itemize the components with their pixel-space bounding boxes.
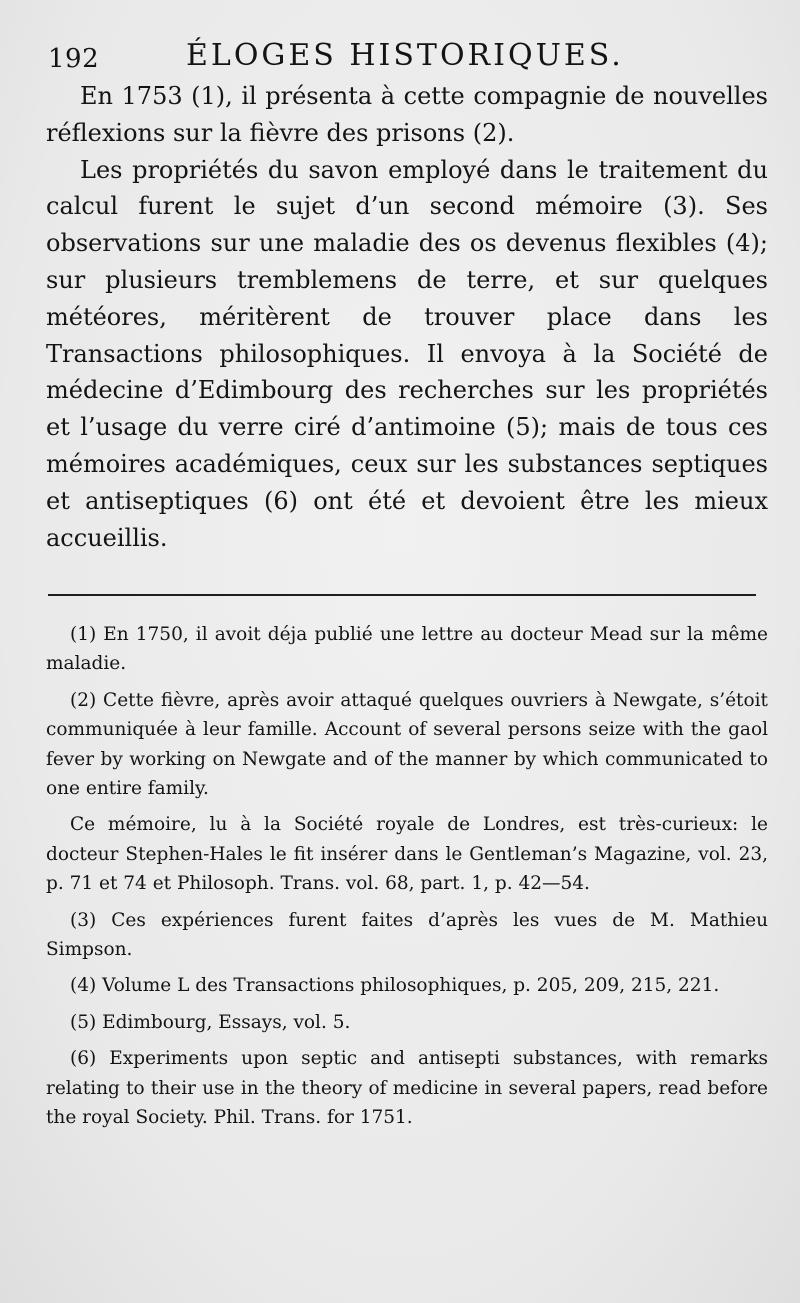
footnote-3: (3) Ces expériences furent faites d’après les vues de M. Mathieu Simpson. <box>46 909 768 961</box>
body-paragraph: En 1753 (1), il présenta à cette compagnie de nouvelles réflexions sur la fièvre des prisons (2). <box>46 82 768 147</box>
page-number: 192 <box>48 44 100 74</box>
footnote-1: (1) En 1750, il avoit déja publié une lettre au docteur Mead sur la même maladie. <box>46 624 768 675</box>
footnote-2: (2) Cette fièvre, après avoir attaqué quelques ouvriers à Newgate, s’étoit communiquée à leur famille. Account of several persons seize with the gaol fever by working on Newgate and of the manner by which communicated to one entire family. <box>46 689 768 800</box>
footnotes <box>46 620 768 1140</box>
running-title: ÉLOGES HISTORIQUES. <box>186 38 624 73</box>
main-text <box>46 78 768 556</box>
footnote-separator-rule <box>48 594 756 596</box>
footnote-6: (6) Experiments upon septic and antisepti substances, with remarks relating to their use in the theory of medicine in several papers, read before the royal Society. Phil. Trans. for 1751. <box>46 1048 768 1129</box>
footnote-2-continuation: Ce mémoire, lu à la Société royale de Londres, est très-curieux: le docteur Stephen-Hales le fit insérer dans le Gentleman’s Magazine, vol. 23, p. 71 et 74 et Philosoph. Trans. vol. 68, part. 1, p. 42—54. <box>46 814 768 895</box>
footnote-4: (4) Volume L des Transactions philosophiques, p. 205, 209, 215, 221. <box>70 975 720 997</box>
page-header <box>48 30 748 74</box>
body-paragraph: Les propriétés du savon employé dans le traitement du calcul furent le sujet d’un second mémoire (3). Ses observations sur une maladie des os devenus flexibles (4); sur plusieurs tremblemens de terre, et sur quelques météores, méritèrent de trouver place dans les Transactions philosophiques. Il envoya à la Société de médecine d’Edimbourg des recherches sur les propriétés et l’usage du verre ciré d’antimoine (5); mais de tous ces mémoires académiques, ceux sur les substances septiques et antiseptiques (6) ont été et devoient être les mieux accueillis. <box>46 155 768 552</box>
footnote-5: (5) Edimbourg, Essays, vol. 5. <box>70 1011 351 1033</box>
